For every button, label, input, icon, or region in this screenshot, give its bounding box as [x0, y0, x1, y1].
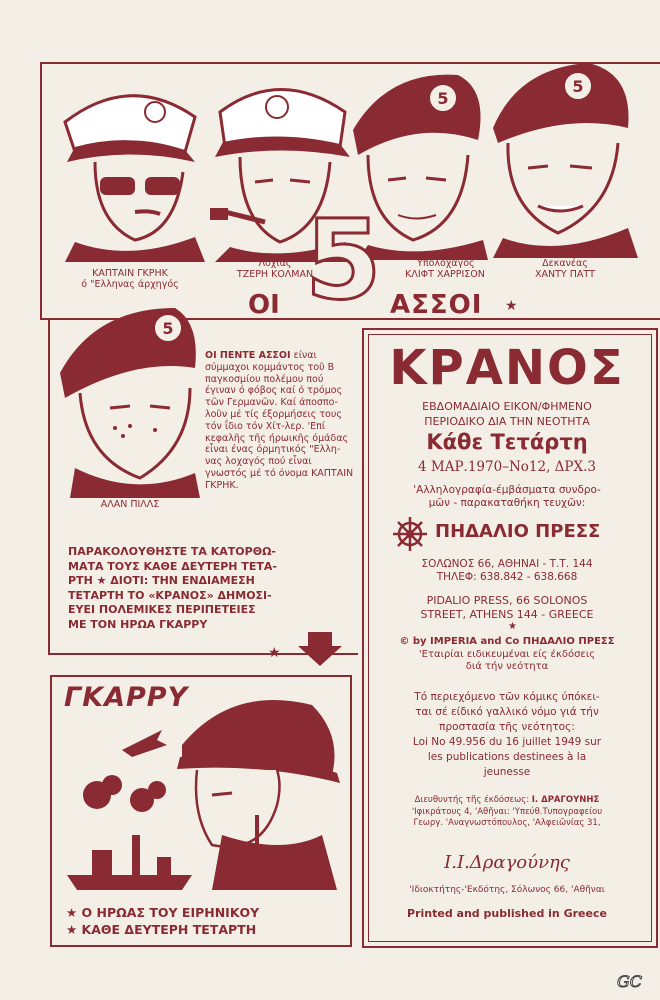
notice-line-0: ΠΑΡΑΚΟΛΟΥΘΗΣΤΕ ΤΑ ΚΑΤΟΡΘΩ- — [68, 545, 276, 558]
notice-line-3: ΤΕΤΑΡΤΗ ΤΟ «ΚΡΑΝΟΣ» ΔΗΜΟΣΙ- — [68, 588, 272, 602]
magazine-name: ΚΡΑΝΟΣ — [389, 340, 625, 396]
owner-line: 'Ιδιοκτήτης-'Εκδότης, Σόλωνος 66, 'Αθῆναι — [409, 885, 605, 895]
notice-line-5: ΜΕ ΤΟΝ ΗΡΩΑ ΓΚΑΡΡΥ — [68, 617, 208, 631]
address-line-0: ΣΟΛΩΝΟΣ 66, ΑΘΗΝΑΙ - Τ.Τ. 144 — [421, 558, 593, 570]
director-line-0: 'Ιφικράτους 4, 'Αθῆναι: 'Υπεύθ.Τυπογραφείου — [411, 806, 603, 817]
english-address-line-0: PIDALIO PRESS, 66 SOLONOS — [426, 594, 588, 607]
svg-text:5: 5 — [162, 319, 174, 338]
publisher-name: ΠΗΔΑΛΙΟ ΠΡΕΣΣ — [435, 521, 601, 542]
law-line-0: Τό περιεχόμενο τῶν κόμικς ύπόκει- — [414, 691, 600, 703]
director-line-1: Γεωργ. 'Αναγνωστόπουλος, 'Αλφειῶνίας 31, — [413, 818, 601, 828]
intro-text — [205, 350, 355, 492]
law-line-4: les publications destinees à la — [427, 751, 587, 763]
title-prefix: ΟΙ — [248, 290, 280, 320]
portrait-handy-patt — [488, 58, 638, 258]
intro-lead: ΟΙ ΠΕΝΤΕ ΑΣΣΟΙ — [205, 350, 291, 361]
magazine-sub1: ΕΒΔΟΜΑΔΙΑΙΟ ΕΙΚΟΝ/ΦΗΜΕΝΟ — [422, 400, 592, 413]
intro-line-3: τους τόν ΐδιο τόν Χίτ-λερ. 'Επί κεφαλῆς τῆς — [205, 408, 342, 444]
garry-tagline — [66, 904, 346, 938]
caption-pills-rank: Λοχίας — [113, 488, 147, 499]
notice-line-2: ΡΤΗ ★ ΔΙΟΤΙ: ΤΗΝ ΕΝΔΙΑΜΕΣΗ — [68, 574, 255, 587]
notice-star-icon: ★ — [268, 645, 281, 661]
copyright-block — [372, 636, 642, 674]
correspondence-line-1: μῶν - παρακαταθήκη τευχῶν: — [428, 497, 586, 509]
law-line-3: Loi No 49.956 du 16 juillet 1949 sur — [412, 736, 602, 748]
copyright-line-0: © by IMPERIA and Co ΠΗΔΑΛΙΟ ΠΡΕΣΣ — [399, 636, 615, 647]
caption-harrison-name: ΚΛΙΦΤ ΧΑΡΡΙΣΟΝ — [405, 269, 485, 280]
notice-text — [68, 545, 358, 632]
intro-line-5: νας λοχαγός πού εἶναι γνωστός μέ τό όνομα — [205, 456, 312, 479]
director-block — [372, 795, 642, 830]
portrait-captain-grik — [55, 62, 205, 262]
notice-line-1: ΜΑΤΑ ΤΟΥΣ ΚΑΘΕ ΔΕΥΤΕΡΗ ΤΕΤΑ- — [68, 559, 277, 573]
caption-harrison-rank: Ὑπολοχαγός — [415, 258, 475, 269]
garry-illustration — [62, 685, 342, 895]
svg-text:5: 5 — [437, 89, 449, 108]
caption-handy-patt — [510, 258, 620, 280]
garry-line-2: ★ ΚΑΘΕ ΔΕΥΤΕΡΗ ΤΕΤΑΡΤΗ — [66, 922, 257, 937]
director-name: Ι. ΔΡΑΓΟΥΝΗΣ — [531, 795, 600, 805]
english-address-line-1: STREET, ATHENS 144 - GREECE — [420, 608, 594, 621]
caption-kolman-rank: Λοχίας — [258, 258, 292, 269]
correspondence — [372, 484, 642, 510]
director-label: Διευθυντής τῆς έκδόσεως: — [414, 795, 530, 805]
law-line-2: προστασία τῆς νεότητος: — [439, 721, 575, 733]
caption-alan-pills — [80, 488, 180, 510]
portrait-alan-pills — [55, 298, 205, 498]
address-block — [372, 558, 642, 584]
copyright-line-1: 'Εταιρίαι ειδικευμέναι είς έκδόσεις — [418, 648, 596, 660]
copyright-line-2: διά τήν νεότητα — [465, 661, 549, 672]
watermark: GC — [617, 972, 643, 991]
caption-patt-rank: Δεκανέας — [542, 258, 588, 269]
down-arrow-icon — [298, 632, 342, 666]
title-number: 5 — [305, 196, 382, 324]
magazine-day: Κάθε Τετάρτη — [426, 430, 588, 454]
caption-kolman-name: ΤΖΕΡΗ ΚΟΛΜΑΝ — [236, 269, 314, 280]
caption-klift-harrison — [380, 258, 510, 280]
svg-text:5: 5 — [572, 77, 584, 96]
intro-line-1: πολέμου πού έγιναν ό φόβος καί ό τρόμος τῶν — [205, 373, 343, 409]
title-suffix: ΑΣΣΟΙ — [390, 290, 483, 320]
signature: Ι.Ι.Δραγούνης — [444, 852, 570, 873]
law-block — [372, 690, 642, 780]
caption-grik-name: ΚΑΠΤΑΙΝ ΓΚΡΗΚ — [92, 268, 168, 279]
caption-pills-name: ΑΛΑΝ ΠΙΛΛΣ — [100, 499, 160, 510]
printed-line: Printed and published in Greece — [407, 907, 607, 920]
caption-captain-grik — [60, 268, 200, 290]
intro-line-6: ΚΑΠΤΑΙΝ ΓΚΡΗΚ. — [205, 467, 354, 491]
law-line-5: jeunesse — [483, 766, 531, 778]
law-line-1: ται σέ είδικό γαλλικό νόμο γιά τήν — [415, 706, 599, 718]
correspondence-line-0: 'Αλληλογραφία-έμβάσματα συνδρο- — [413, 484, 601, 496]
garry-line-1: ★ Ο ΗΡΩΑΣ ΤΟΥ ΕΙΡΗΝΙΚΟΥ — [66, 905, 260, 920]
magazine-issue: 4 ΜΑΡ.1970–Νο12, ΔΡΧ.3 — [418, 459, 596, 475]
address-line-1: ΤΗΛΕΦ: 638.842 - 638.668 — [436, 571, 578, 583]
intro-line-0: είναι σύμμαχοι κομμάντος τοῦ Β παγκοσμίου — [205, 350, 335, 385]
intro-line-4: ήρωικῆς όμάδας εἶναι ένας όρμητικός "Ελλη- — [205, 432, 349, 456]
caption-grik-role: ό "Ελληνας άρχηγός — [81, 279, 179, 290]
magazine-sub2: ΠΕΡΙΟΔΙΚΟ ΔΙΑ ΤΗΝ ΝΕΟΤΗΤΑ — [424, 415, 590, 428]
title-star-icon: ★ — [505, 298, 518, 314]
english-address-block — [372, 594, 642, 622]
caption-patt-name: ΧΑΝΤΥ ΠΑΤΤ — [535, 269, 595, 280]
ship-wheel-icon — [392, 516, 428, 552]
intro-line-2: Γερμανῶν. Καί άποσπο-λοῦν μέ τίς έξορμήσεις — [205, 397, 338, 420]
address-star-icon: ★ — [508, 621, 517, 632]
notice-line-4: ΕΥΕΙ ΠΟΛΕΜΙΚΕΣ ΠΕΡΙΠΕΤΕΙΕΣ — [68, 603, 256, 616]
garry-title: ΓΚΑΡΡΥ — [64, 682, 189, 713]
